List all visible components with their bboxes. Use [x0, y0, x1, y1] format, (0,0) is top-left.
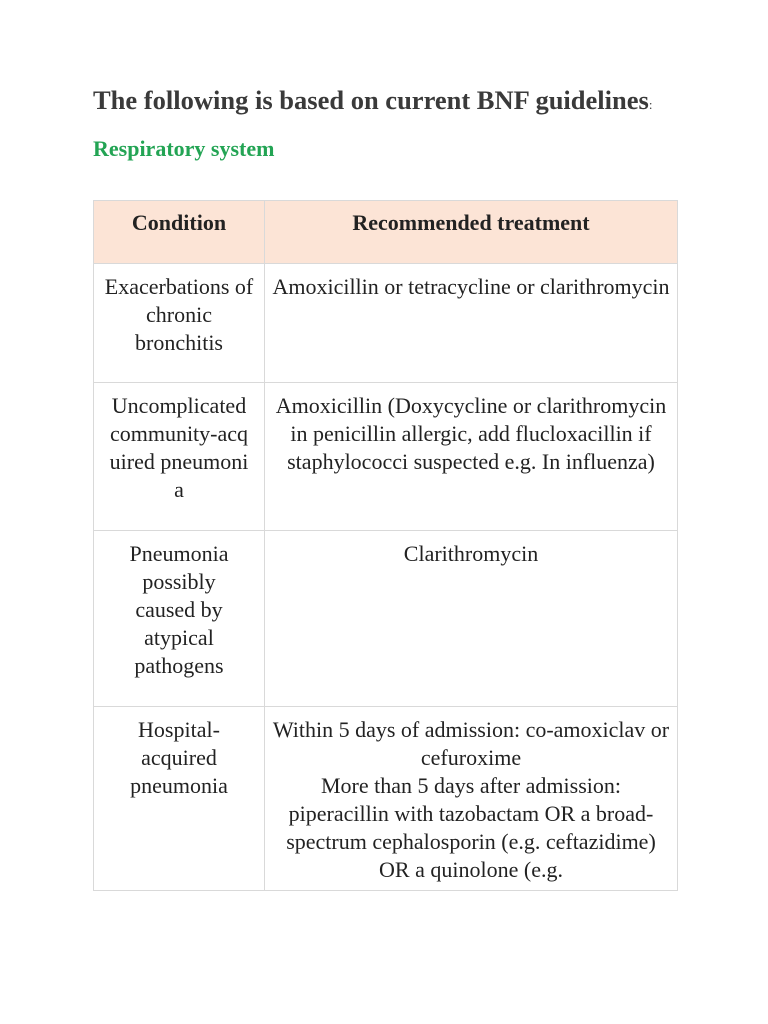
treatment-cell	[265, 707, 678, 891]
condition-text: Hospital-acquired pneumonia	[130, 717, 228, 798]
treatment-line: More than 5 days after admission: piperacillin with tazobactam OR a broad-spectrum cephalosporin (e.g. ceftazidime) OR a quinolone (e.g.	[286, 773, 656, 882]
table-row	[94, 707, 678, 891]
page-title	[93, 86, 677, 119]
page-title-text: The following is based on current BNF guidelines	[93, 85, 649, 115]
treatment-line: Within 5 days of admission: co-amoxiclav or cefuroxime	[272, 717, 670, 770]
condition-cell	[94, 383, 265, 531]
document-page	[93, 85, 677, 882]
page-title-colon: :	[648, 97, 653, 112]
condition-cell	[94, 531, 265, 707]
column-header-condition: Condition	[94, 201, 265, 264]
table-row	[94, 264, 678, 383]
treatment-cell	[265, 264, 678, 383]
section-heading: Respiratory system	[93, 136, 275, 161]
treatment-cell	[265, 531, 678, 707]
condition-cell: Exacerbations of chronic bronchitis	[94, 264, 265, 383]
condition-text: Pneumonia possibly caused by atypical pathogens	[129, 541, 229, 678]
table-header-row	[94, 201, 678, 264]
treatment-cell	[265, 383, 678, 531]
table-row	[94, 531, 678, 707]
treatment-line: Amoxicillin or tetracycline or clarithromycin	[272, 274, 670, 299]
treatment-line: Amoxicillin (Doxycycline or clarithromycin in penicillin allergic, add flucloxacillin if staphylococci suspected e.g. In influenza)	[275, 393, 667, 474]
condition-text: Uncomplicated community-acquired pneumonia	[109, 393, 249, 502]
treatment-table	[93, 200, 678, 891]
condition-cell	[94, 707, 265, 891]
table-row	[94, 383, 678, 531]
column-header-treatment: Recommended treatment	[265, 201, 678, 264]
treatment-line: Clarithromycin	[403, 541, 539, 566]
